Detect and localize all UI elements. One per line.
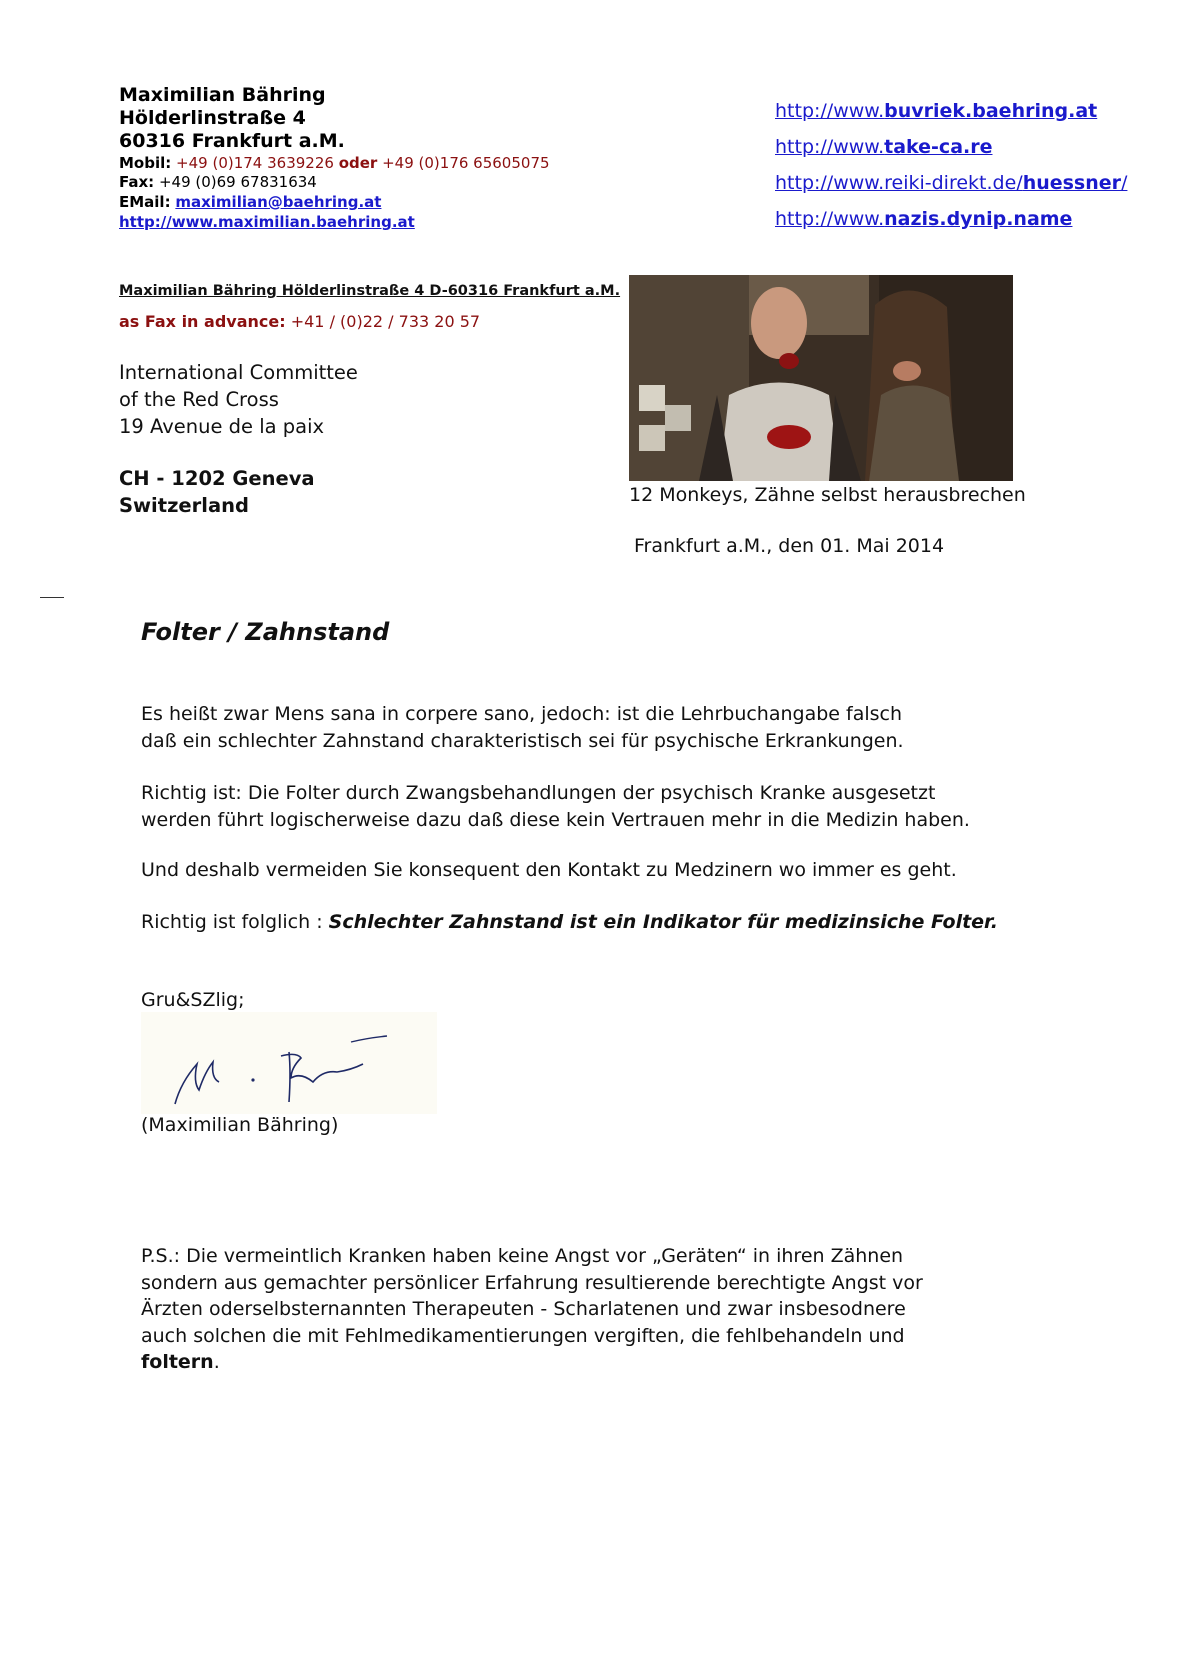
recipient-block xyxy=(119,359,358,440)
recipient-city: CH - 1202 Geneva xyxy=(119,467,315,490)
paragraph-4 xyxy=(141,909,1141,936)
sender-name: Maximilian Bähring xyxy=(119,84,326,106)
mobile-label: Mobil: xyxy=(119,153,172,172)
paragraph-3: Und deshalb vermeiden Sie konsequent den Kontakt zu Medzinern wo immer es geht. xyxy=(141,859,957,881)
paragraph-4-emphasis: Schlechter Zahnstand ist ein Indikator für medizinsiche Folter. xyxy=(328,911,998,933)
sender-block xyxy=(119,84,550,233)
letter-subject: Folter / Zahnstand xyxy=(141,618,390,646)
sender-email-line xyxy=(119,193,550,213)
website-link[interactable]: http://www.maximilian.baehring.at xyxy=(119,212,415,231)
paragraph-2-line-1: Richtig ist: Die Folter durch Zwangsbehandlungen der psychisch Kranke ausgesetzt xyxy=(141,782,936,804)
movie-still-image xyxy=(629,275,1013,481)
recipient-line-1: International Committee xyxy=(119,361,358,384)
email-label: EMail: xyxy=(119,193,171,212)
postscript-end: . xyxy=(213,1351,220,1373)
sender-fax-line xyxy=(119,173,550,193)
photo-caption: 12 Monkeys, Zähne selbst herausbrechen xyxy=(629,484,1026,506)
recipient-country: Switzerland xyxy=(119,494,249,517)
letter-date: Frankfurt a.M., den 01. Mai 2014 xyxy=(634,535,945,557)
fax-advance-number: +41 / (0)22 / 733 20 57 xyxy=(290,312,481,331)
paragraph-1-line-2: daß ein schlechter Zahnstand charakteristisch sei für psychische Erkrankungen. xyxy=(141,730,904,752)
link-nazis-dynip[interactable]: http://www.nazis.dynip.name xyxy=(775,208,1073,230)
postscript-line-3: Ärzten oderselbsternannten Therapeuten - Scharlatenen und zwar insbesodnere xyxy=(141,1298,906,1320)
mobile-oder: oder xyxy=(338,153,378,172)
signature-image xyxy=(141,1012,437,1114)
signature-name: (Maximilian Bähring) xyxy=(141,1114,339,1136)
links-list xyxy=(775,93,1127,237)
recipient-line-2: of the Red Cross xyxy=(119,388,279,411)
signature-scribble xyxy=(141,1012,437,1114)
paragraph-2-line-2: werden führt logischerweise dazu daß diese kein Vertrauen mehr in die Medizin haben. xyxy=(141,809,970,831)
greeting: Gru&SZlig; xyxy=(141,989,245,1011)
mobile-number-1: +49 (0)174 3639226 xyxy=(176,153,334,172)
return-address: Maximilian Bähring Hölderlinstraße 4 D-60316 Frankfurt a.M. xyxy=(119,283,621,299)
recipient-city-block xyxy=(119,465,315,519)
postscript-line-2: sondern aus gemachter persönlicer Erfahrung resultierende berechtigte Angst vor xyxy=(141,1271,923,1294)
postscript-line-1: P.S.: Die vermeintlich Kranken haben keine Angst vor „Geräten“ in ihren Zähnen xyxy=(141,1245,904,1267)
postscript-line-5 xyxy=(141,1349,1141,1376)
paragraph-2 xyxy=(141,780,1141,834)
postscript xyxy=(141,1243,1141,1376)
sender-city: 60316 Frankfurt a.M. xyxy=(119,130,345,153)
fax-advance-label: as Fax in advance: xyxy=(119,312,286,331)
fax-number: +49 (0)69 67831634 xyxy=(158,173,317,192)
paragraph-1 xyxy=(141,701,1141,755)
fax-label: Fax: xyxy=(119,173,155,192)
recipient-line-3: 19 Avenue de la paix xyxy=(119,415,325,438)
fold-mark xyxy=(40,597,64,598)
postscript-last-word: foltern xyxy=(141,1351,214,1373)
paragraph-4-prefix: Richtig ist folglich : xyxy=(141,911,329,933)
movie-still-illustration xyxy=(629,275,1013,481)
sender-street: Hölderlinstraße 4 xyxy=(119,107,306,130)
paragraph-1-line-1: Es heißt zwar Mens sana in corpere sano, jedoch: ist die Lehrbuchangabe falsch xyxy=(141,703,903,725)
fax-in-advance xyxy=(119,312,480,331)
sender-website-line xyxy=(119,213,550,233)
link-buvriek[interactable]: http://www.buvriek.baehring.at xyxy=(775,100,1098,122)
mobile-number-2: +49 (0)176 65605075 xyxy=(382,153,550,172)
postscript-line-4: auch solchen die mit Fehlmedikamentierungen vergiften, die fehlbehandeln und xyxy=(141,1324,905,1347)
link-take-care[interactable]: http://www.take-ca.re xyxy=(775,136,993,158)
sender-mobile-line xyxy=(119,154,550,174)
link-reiki-direkt[interactable]: http://www.reiki-direkt.de/huessner/ xyxy=(775,172,1128,194)
email-link[interactable]: maximilian@baehring.at xyxy=(175,193,382,212)
